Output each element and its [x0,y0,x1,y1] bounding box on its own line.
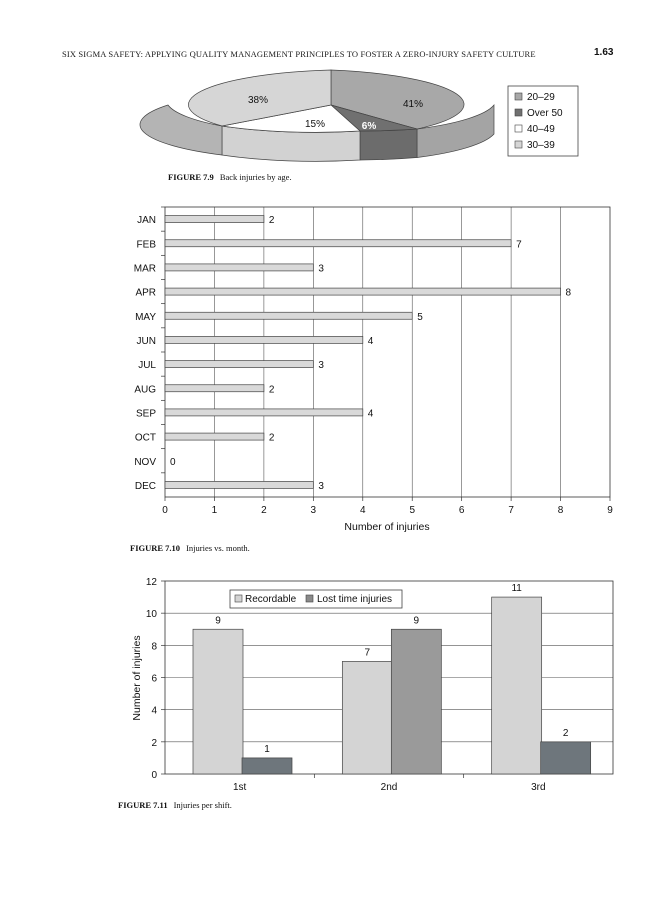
data-label-sep: 4 [367,408,374,420]
bar-1st-recordable [193,629,243,774]
x-tick-label: 0 [162,505,168,516]
bar-3rd-lost-time [541,742,591,774]
x-tick-label: 5 [409,505,416,516]
pie-label-30-39: 38% [247,95,269,106]
data-label-3rd-recordable: 11 [511,583,522,595]
data-label-oct: 2 [268,432,275,444]
legend-label-20-29: 20–29 [527,92,555,103]
data-label-may: 5 [417,311,423,323]
pie-label-over-50: 6% [361,121,377,132]
figure-7-9-text: Back injuries by age. [219,172,292,182]
y-category-label: DEC [134,480,156,492]
data-label-2nd-recordable: 7 [364,647,371,659]
x-tick-label: 3 [310,505,317,516]
data-label-1st-lost-time: 1 [264,743,270,755]
y-category-label: JAN [137,215,156,227]
bar-2nd-recordable [342,661,392,774]
x-tick-label: 1 [211,505,218,516]
figure-7-11-caption [118,800,232,810]
y-tick-label: 6 [151,673,157,685]
running-header: SIX SIGMA SAFETY: APPLYING QUALITY MANAGEMENT PRINCIPLES TO FOSTER A ZERO-INJURY SAFETY CULTURE [62,49,536,59]
y-category-label: APR [135,287,156,299]
y-category-label: SEP [135,408,156,420]
legend-swatch-recordable [235,595,242,602]
data-label-dec: 3 [318,480,324,492]
figure-7-11-text: Injuries per shift. [173,800,232,810]
data-label-jul: 3 [318,360,324,372]
y-category-label: JUL [138,360,156,372]
y-tick-label: 0 [151,770,157,781]
y-category-label: MAY [135,311,156,323]
x-tick-label: 2 [261,505,267,516]
legend-label-30-39: 30–39 [527,140,555,151]
y-tick-label: 12 [145,577,157,588]
figure-7-11-number: FIGURE 7.11 [118,800,168,810]
data-label-jan: 2 [268,215,275,227]
x-tick-label: 8 [557,505,564,516]
x-category-label: 2nd [380,782,398,793]
figure-7-10-text: Injuries vs. month. [186,543,250,553]
x-tick-label: 6 [458,505,465,516]
legend-label-lost-time: Lost time injuries [317,594,393,605]
data-label-2nd-lost-time: 9 [413,615,420,627]
pie-label-40-49: 15% [304,119,326,130]
y-category-label: JUN [136,335,156,347]
x-category-label: 3rd [531,782,546,793]
bar-3rd-recordable [492,597,542,774]
bar-1st-lost-time [242,758,292,774]
bar-2nd-lost-time [391,629,441,774]
data-label-apr: 8 [565,287,572,299]
data-label-feb: 7 [516,239,522,251]
legend-label-recordable: Recordable [245,594,297,605]
data-label-1st-recordable: 9 [215,615,221,627]
y-category-label: OCT [134,432,156,444]
y-category-label: AUG [134,384,156,396]
page-number: 1.63 [594,47,614,58]
data-label-3rd-lost-time: 2 [562,727,569,739]
legend-label-over-50: Over 50 [527,108,563,119]
y-tick-label: 2 [151,737,157,749]
y-category-label: FEB [136,239,156,251]
y-axis-title: Number of injuries [131,635,143,721]
legend-swatch-lost-time [306,595,313,602]
legend-label-40-49: 40–49 [527,124,555,135]
y-tick-label: 10 [145,609,157,621]
y-category-label: MAR [133,263,156,275]
x-axis-title: Number of injuries [344,521,430,533]
y-tick-label: 8 [151,641,157,653]
x-category-label: 1st [232,782,247,793]
figure-7-9-number: FIGURE 7.9 [168,172,214,182]
x-tick-label: 7 [508,505,514,516]
y-tick-label: 4 [151,705,157,717]
y-category-label: NOV [134,456,156,468]
pie-label-20-29: 41% [402,99,424,110]
figure-7-10-number: FIGURE 7.10 [130,543,181,553]
x-tick-label: 9 [607,505,613,516]
x-tick-label: 4 [359,505,366,516]
data-label-nov: 0 [170,456,176,468]
data-label-jun: 4 [367,335,374,347]
data-label-aug: 2 [268,384,275,396]
data-label-mar: 3 [318,263,324,275]
